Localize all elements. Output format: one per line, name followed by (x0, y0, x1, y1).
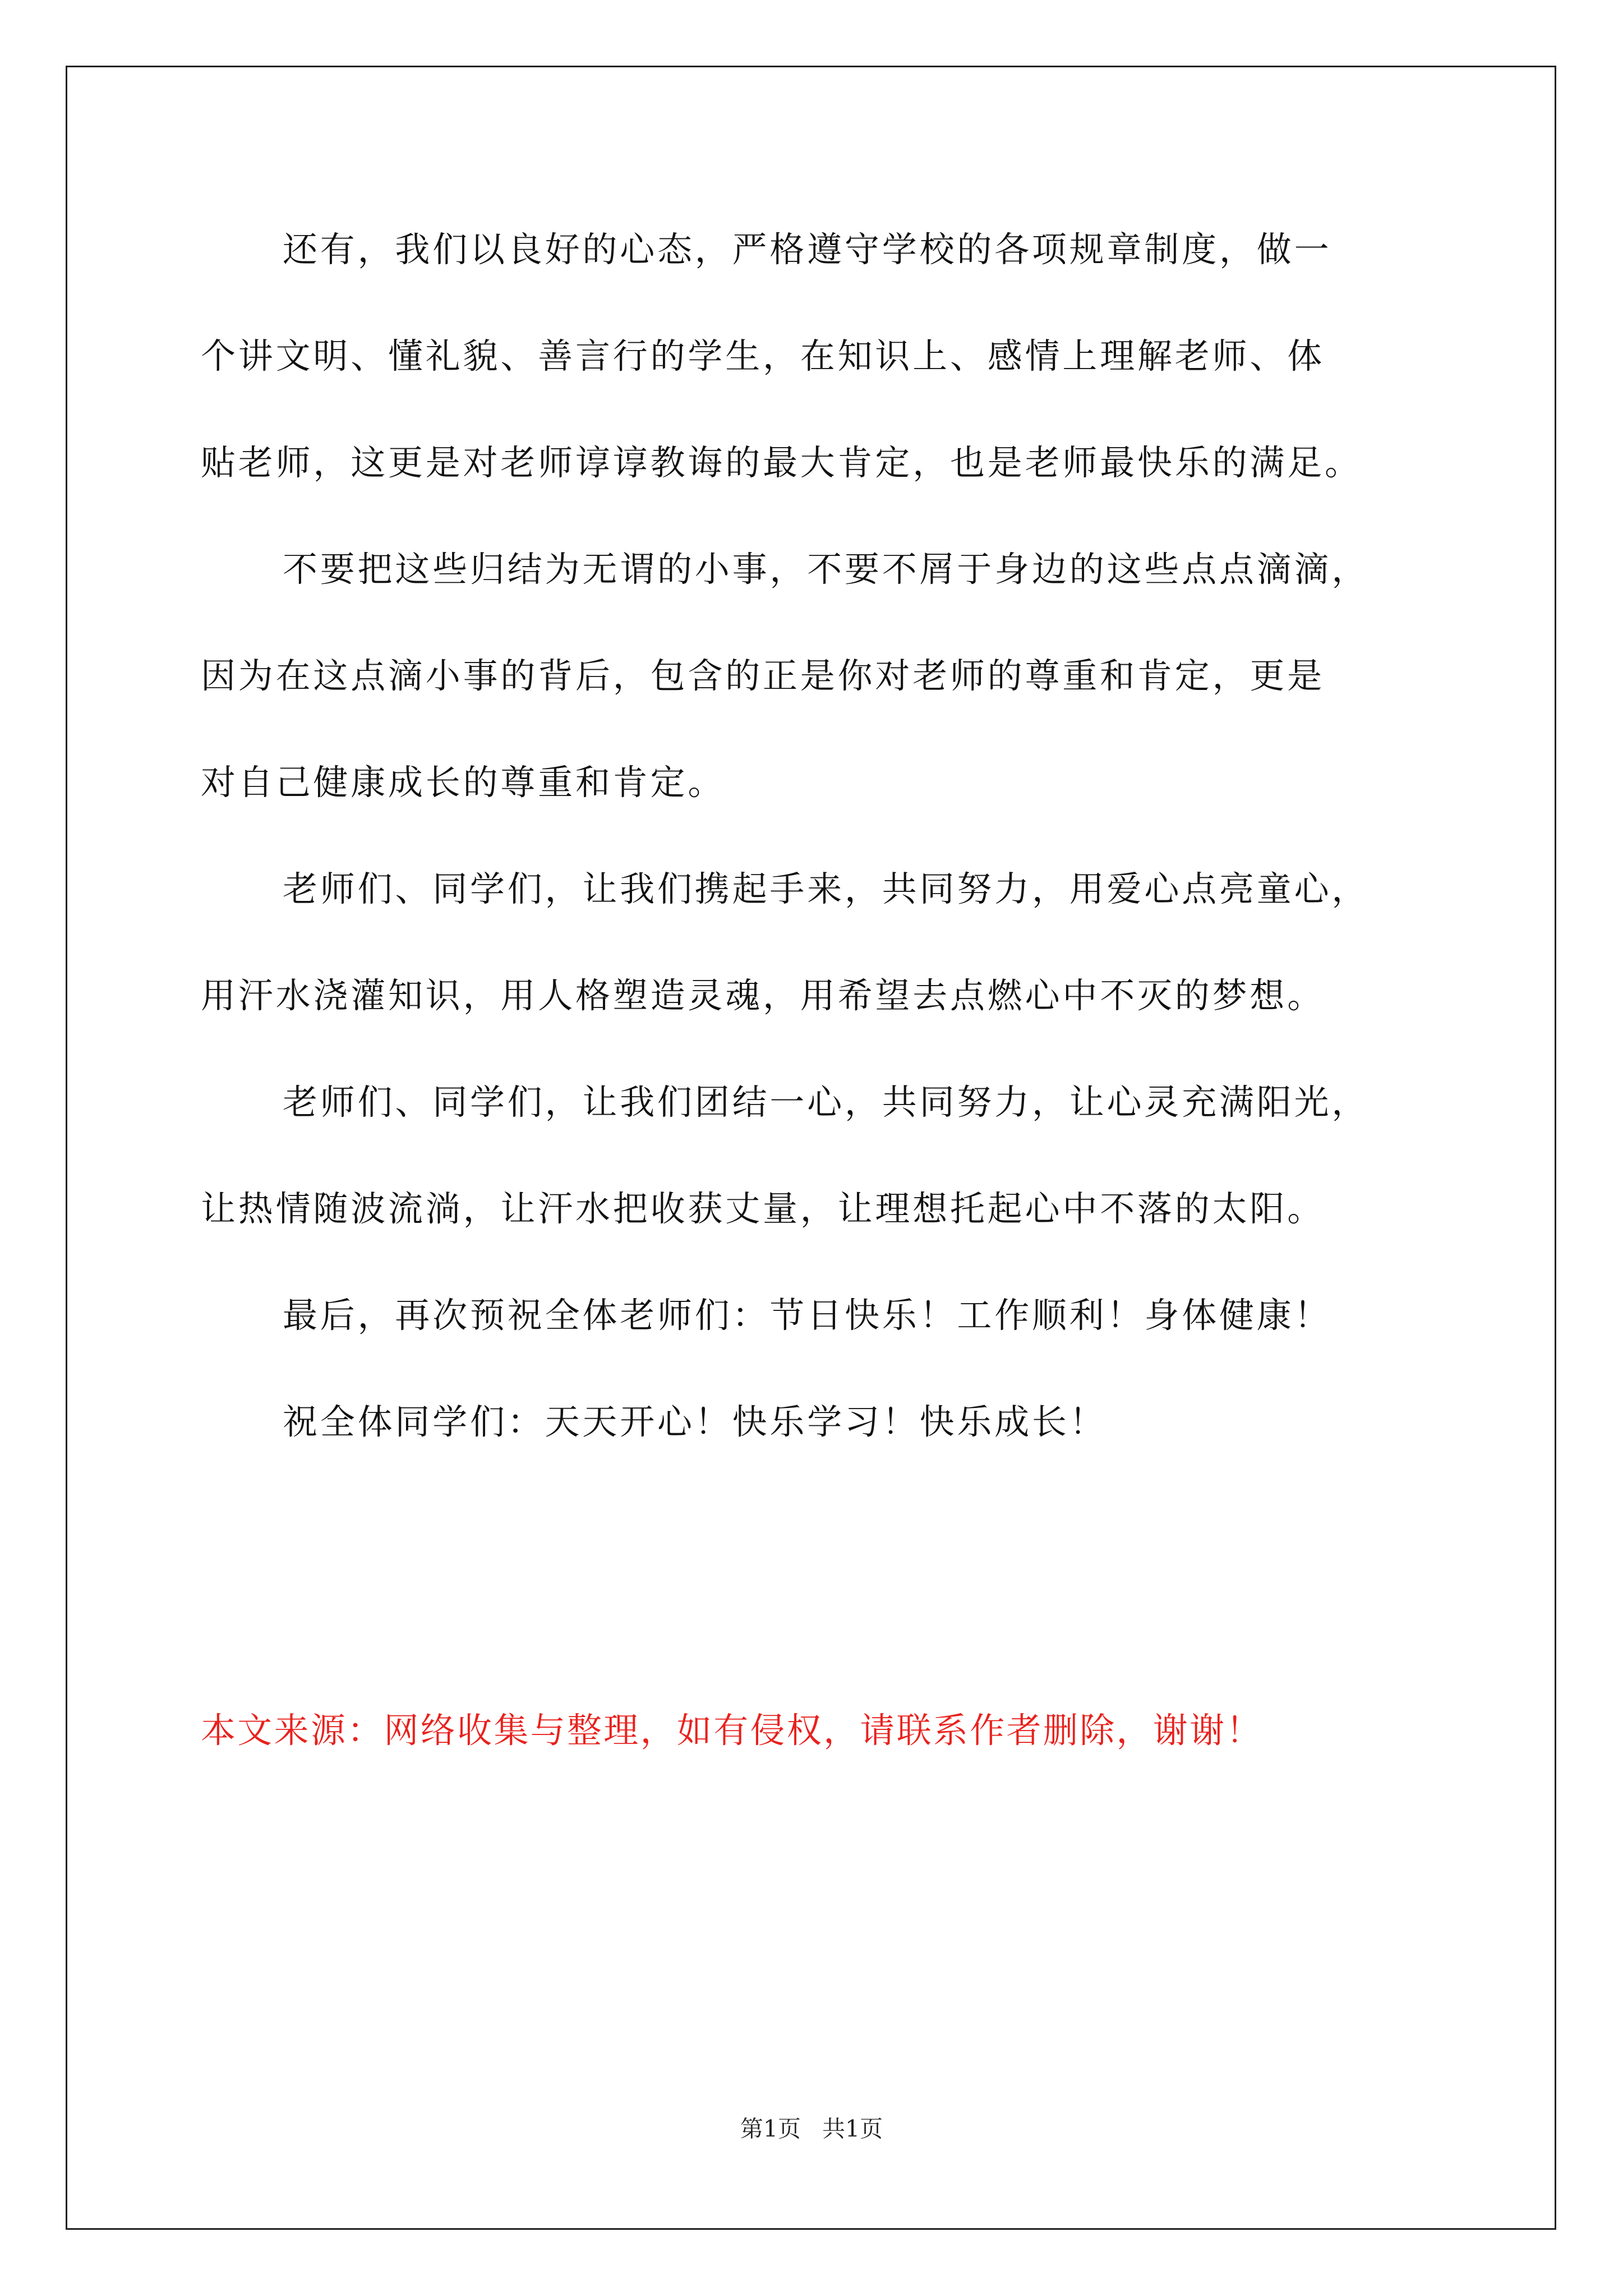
page-border (66, 66, 1556, 2230)
page-footer (0, 2115, 1623, 2143)
paragraph-6-line-1: 祝全体同学们：天天开心！快乐学习！快乐成长！ (283, 1401, 1107, 1442)
page-total: 共1页 (822, 2115, 883, 2142)
page-number: 第1页 (740, 2115, 801, 2142)
paragraph-2-line-1: 不要把这些归结为无谓的小事，不要不屑于身边的这些点点滴滴， (283, 549, 1370, 590)
paragraph-2-line-2: 因为在这点滴小事的背后，包含的正是你对老师的尊重和肯定，更是 (201, 655, 1325, 696)
paragraph-1-line-2: 个讲文明、懂礼貌、善言行的学生，在知识上、感情上理解老师、体 (201, 335, 1325, 376)
source-note: 本文来源：网络收集与整理，如有侵权，请联系作者删除，谢谢！ (201, 1710, 1263, 1751)
paragraph-5-line-1: 最后，再次预祝全体老师们：节日快乐！工作顺利！身体健康！ (283, 1295, 1332, 1336)
paragraph-2-line-3: 对自己健康成长的尊重和肯定。 (201, 762, 726, 803)
paragraph-3-line-1: 老师们、同学们，让我们携起手来，共同努力，用爱心点亮童心， (283, 868, 1370, 909)
paragraph-4-line-1: 老师们、同学们，让我们团结一心，共同努力，让心灵充满阳光， (283, 1082, 1370, 1122)
paragraph-4-line-2: 让热情随波流淌，让汗水把收获丈量，让理想托起心中不落的太阳。 (201, 1188, 1325, 1229)
paragraph-1-line-3: 贴老师，这更是对老师谆谆教诲的最大肯定，也是老师最快乐的满足。 (201, 442, 1362, 483)
paragraph-3-line-2: 用汗水浇灌知识，用人格塑造灵魂，用希望去点燃心中不灭的梦想。 (201, 975, 1325, 1016)
paragraph-1-line-1: 还有，我们以良好的心态，严格遵守学校的各项规章制度，做一 (283, 229, 1332, 270)
